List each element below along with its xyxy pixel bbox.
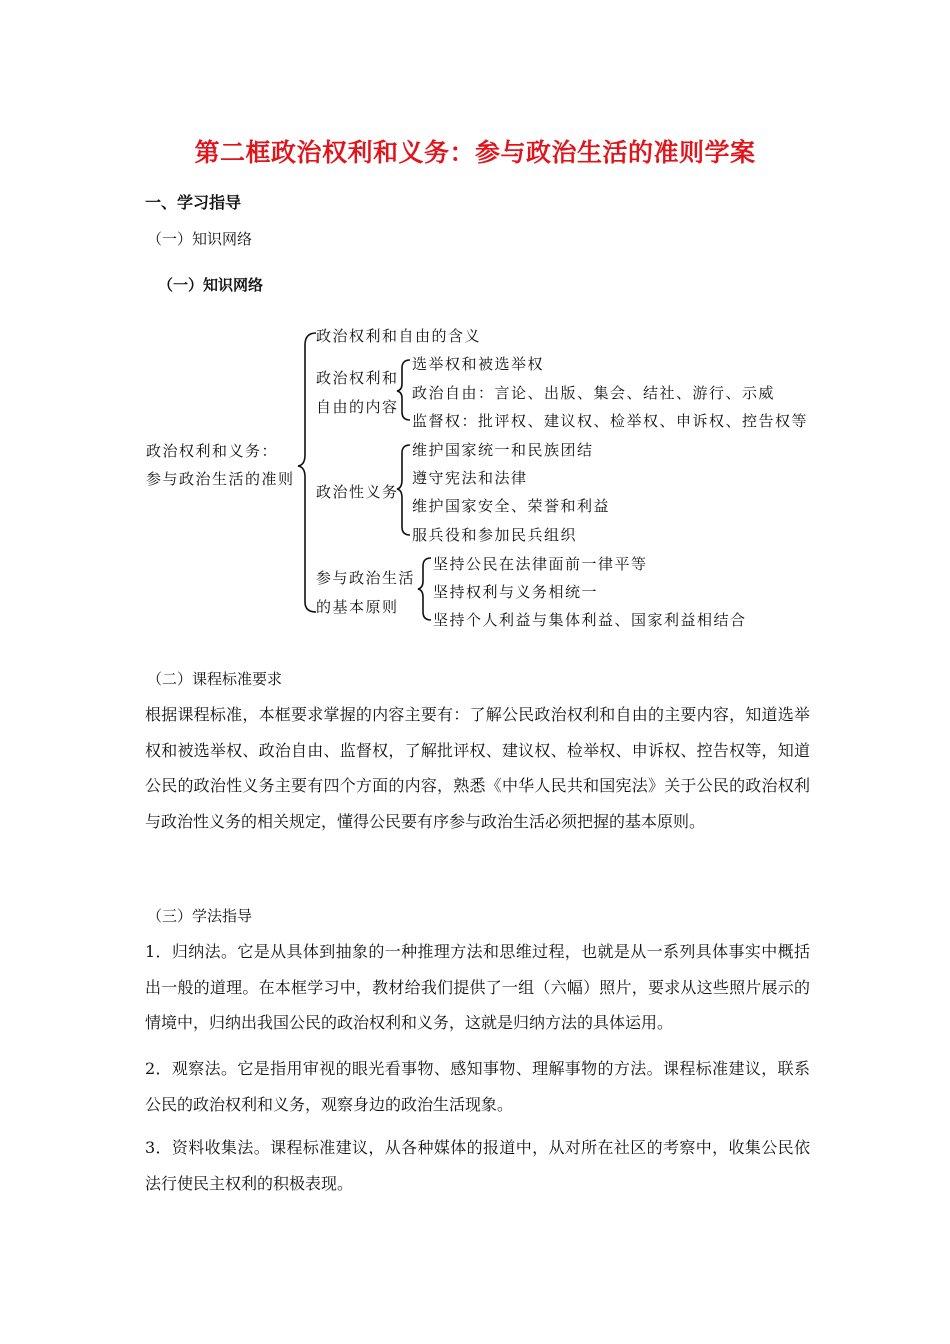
- diagram-item: 政治自由：言论、出版、集会、结社、游行、示威: [412, 384, 776, 402]
- diagram-root-line2: 参与政治生活的准则: [146, 470, 295, 488]
- diagram-item: 选举权和被选举权: [412, 355, 545, 373]
- diagram-item: 维护国家统一和民族团结: [412, 441, 594, 459]
- diagram-item: 维护国家安全、荣誉和利益: [412, 497, 611, 515]
- diagram-branch-duties: 政治性义务: [316, 483, 399, 501]
- rights-brace: [397, 360, 410, 420]
- diagram-item: 坚持权利与义务相统一: [433, 583, 599, 601]
- section-heading-study-guide: 一、学习指导: [145, 193, 242, 212]
- diagram-item: 坚持个人利益与集体利益、国家利益相结合: [433, 611, 747, 629]
- diagram-branch-content-line1: 政治权利和: [316, 369, 399, 387]
- diagram-root-line1: 政治权利和义务：: [146, 442, 279, 460]
- curriculum-paragraph: 根据课程标准，本框要求掌握的内容主要有：了解公民政治权利和自由的主要内容，知道选举权和被选举权、政治自由、监督权，了解批评权、建议权、检举权、申诉权、控告权等，知道公民的政治性义务主要有四个方面的内容，熟悉《中华人民共和国宪法》关于公民的政治权利与政治性义务的相关规定，懂得公民要有序参与政治生活必须把握的基本原则。: [145, 705, 810, 831]
- subheading-study-methods: （三）学法指导: [147, 907, 253, 925]
- page-title: 第二框政治权利和义务：参与政治生活的准则学案: [194, 138, 756, 167]
- diagram-item: 服兵役和参加民兵组织: [412, 526, 578, 544]
- method-data-collection: 3．资料收集法。课程标准建议，从各种媒体的报道中，从对所在社区的考察中，收集公民依法行使民主权利的积极表现。: [145, 1138, 810, 1193]
- diagram-branch-meaning: 政治权利和自由的含义: [316, 327, 482, 345]
- diagram-branch-principles-line2: 的基本原则: [316, 598, 399, 616]
- diagram-item: 遵守宪法和法律: [412, 469, 528, 487]
- subheading-curriculum: （二）课程标准要求: [147, 670, 283, 688]
- main-brace: [298, 333, 316, 612]
- diagram-item: 坚持公民在法律面前一律平等: [433, 555, 648, 573]
- method-induction: 1．归纳法。它是从具体到抽象的一种推理方法和思维过程，也就是从一系列具体事实中概括出一般的道理。在本框学习中，教材给我们提供了一组（六幅）照片，要求从这些照片展示的情境中，归纳出我国公民的政治权利和义务，这就是归纳方法的具体运用。: [145, 942, 810, 1032]
- subheading-knowledge-network: （一）知识网络: [147, 230, 253, 248]
- duties-brace: [397, 445, 410, 535]
- diagram-item: 监督权：批评权、建议权、检举权、申诉权、控告权等: [412, 412, 809, 430]
- principles-brace: [418, 558, 431, 620]
- diagram-branch-content-line2: 自由的内容: [316, 398, 399, 416]
- diagram-branch-principles-line1: 参与政治生活: [316, 569, 416, 587]
- diagram-caption: （一）知识网络: [158, 276, 264, 294]
- method-observation: 2．观察法。它是指用审视的眼光看事物、感知事物、理解事物的方法。课程标准建议，联系公民的政治权利和义务，观察身边的政治生活现象。: [145, 1059, 810, 1114]
